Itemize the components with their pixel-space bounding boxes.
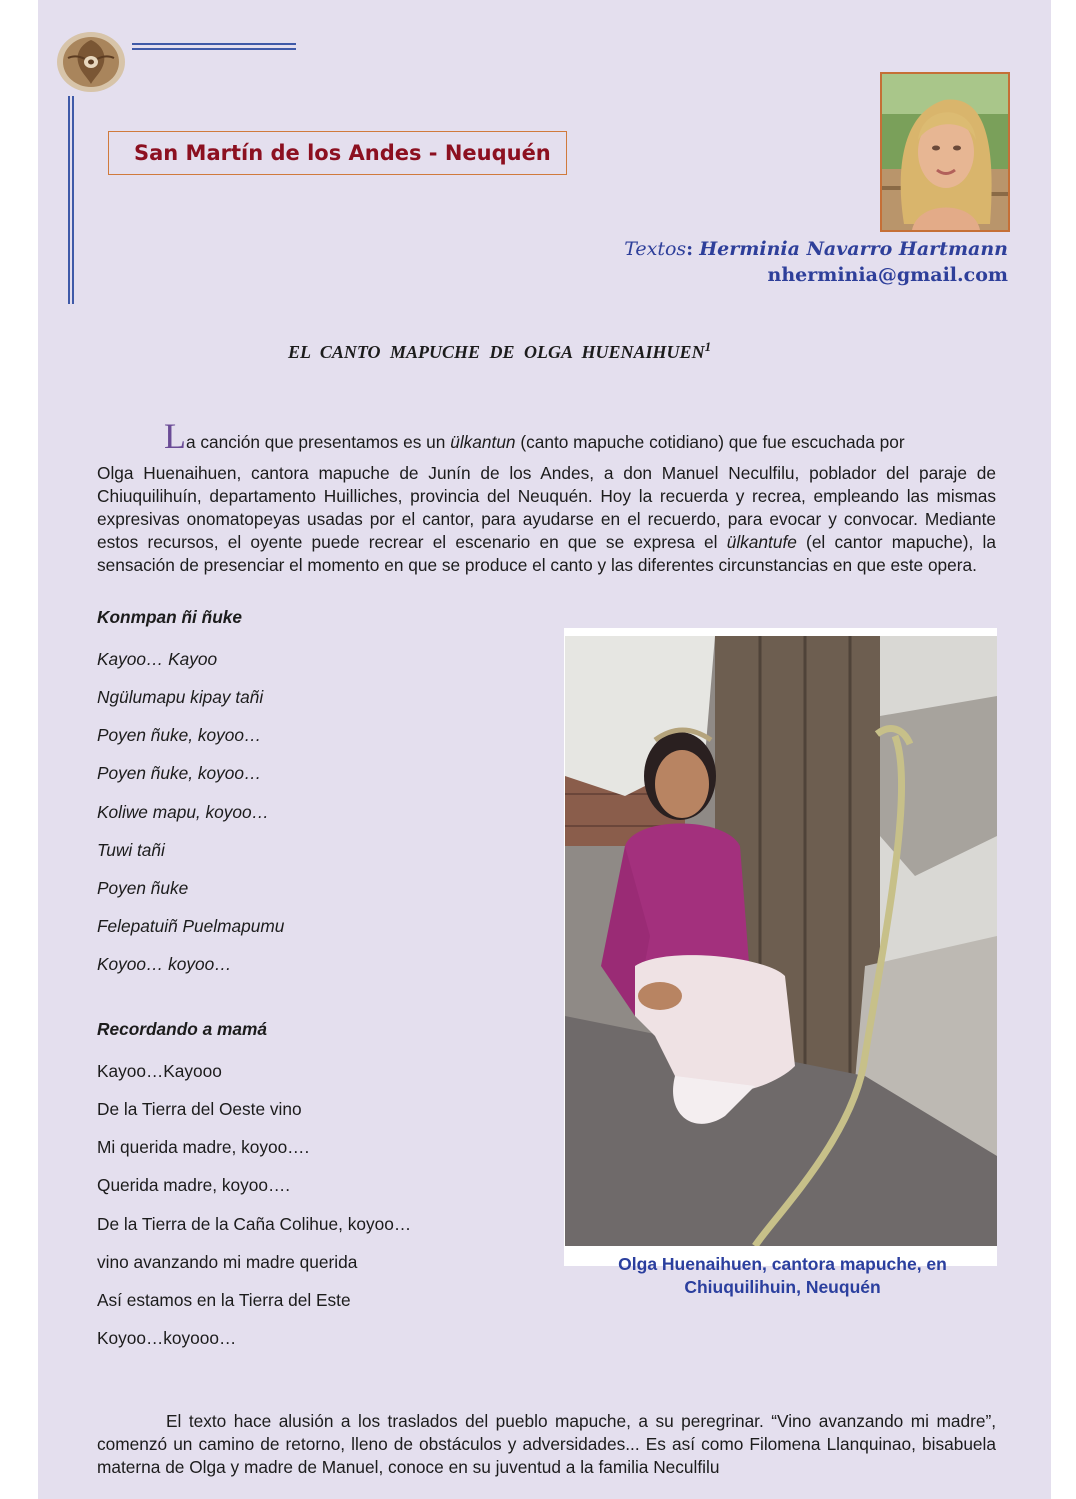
intro-term-ulkantun: ülkantun [450,432,516,452]
poem-line: Koyoo…koyooo… [97,1328,237,1348]
intro-text-run: Olga Huenaihuen, cantora mapuche de Junín de los Andes, a don Manuel Neculfilu, poblador del paraje de Chiuquilihuín, departamento Huilliches, provincia del Neuquén. Hoy la recuerda y recrea, empleando las mismas expresivas onomatopeyas usadas por el cantor, para ayudarse en el recuerdo, para evocar y convocar. Mediante estos recursos, el oyente puede recrear el escenario en que se expresa el [97,463,996,552]
poem-line: Querida madre, koyoo…. [97,1175,291,1195]
poem-line: Tuwi tañi [97,840,165,860]
poem-line: Poyen ñuke [97,878,189,898]
shell-logo-icon [54,28,128,94]
intro-paragraph-1 [97,416,996,456]
poem-line: De la Tierra de la Caña Colihue, koyoo… [97,1214,412,1234]
drop-cap: L [164,416,186,456]
author-credit [624,236,1008,288]
decorative-rule-horizontal [132,43,296,50]
intro-text-run: (canto mapuche cotidiano) que fue escuchada por [515,432,905,452]
location-heading: San Martín de los Andes - Neuquén [108,131,567,175]
poem-line: Koliwe mapu, koyoo… [97,802,269,822]
credit-separator: : [686,238,694,260]
poem-line: De la Tierra del Oeste vino [97,1099,302,1119]
intro-term-ulkantufe: ülkantufe [726,532,797,552]
poem-line: Así estamos en la Tierra del Este [97,1290,351,1310]
poem-line: Poyen ñuke, koyoo… [97,725,262,745]
author-name: Herminia Navarro Hartmann [699,238,1008,260]
poem-title: Konmpan ñi ñuke [97,607,242,627]
intro-text-run: (el cantor mapuche), la sensación de presenciar el momento en que se produce el canto y las diferentes circunstancias en que este opera. [97,532,996,575]
photo-caption: Olga Huenaihuen, cantora mapuche, en Chiuquilihuin, Neuquén [618,1254,947,1297]
poem-line: Ngülumapu kipay tañi [97,687,264,707]
intro-text [97,416,996,577]
poem-line: Kayoo…Kayooo [97,1061,222,1081]
decorative-rule-vertical [68,96,74,304]
author-email[interactable]: nherminia@gmail.com [767,264,1008,286]
poem-line: Kayoo… Kayoo [97,649,218,669]
poem-line: Poyen ñuke, koyoo… [97,763,262,783]
article-title-text: EL CANTO MAPUCHE DE OLGA HUENAIHUEN [288,342,705,362]
closing-paragraph: El texto hace alusión a los traslados del pueblo mapuche, a su peregrinar. “Vino avanzando mi madre”, comenzó un camino de retorno, lleno de obstáculos y adversidades... Es así como Filomena Llanquinao, bisabuela materna de Olga y madre de Manuel, conoce en su juventud a la familia Neculfilu [97,1411,996,1477]
poem-title: Recordando a mamá [97,1019,267,1039]
intro-paragraph-2 [97,462,996,577]
credit-label: Textos [624,238,687,260]
singer-photo [565,636,997,1246]
poem-line: vino avanzando mi madre querida [97,1252,358,1272]
poem-line: Mi querida madre, koyoo…. [97,1137,310,1157]
intro-text-run: a canción que presentamos es un [186,432,451,452]
poem-line: Koyoo… koyoo… [97,954,232,974]
footnote-mark: 1 [704,339,712,354]
poem-line: Felepatuiñ Puelmapumu [97,916,285,936]
author-photo [880,72,1010,232]
article-title [288,339,711,363]
